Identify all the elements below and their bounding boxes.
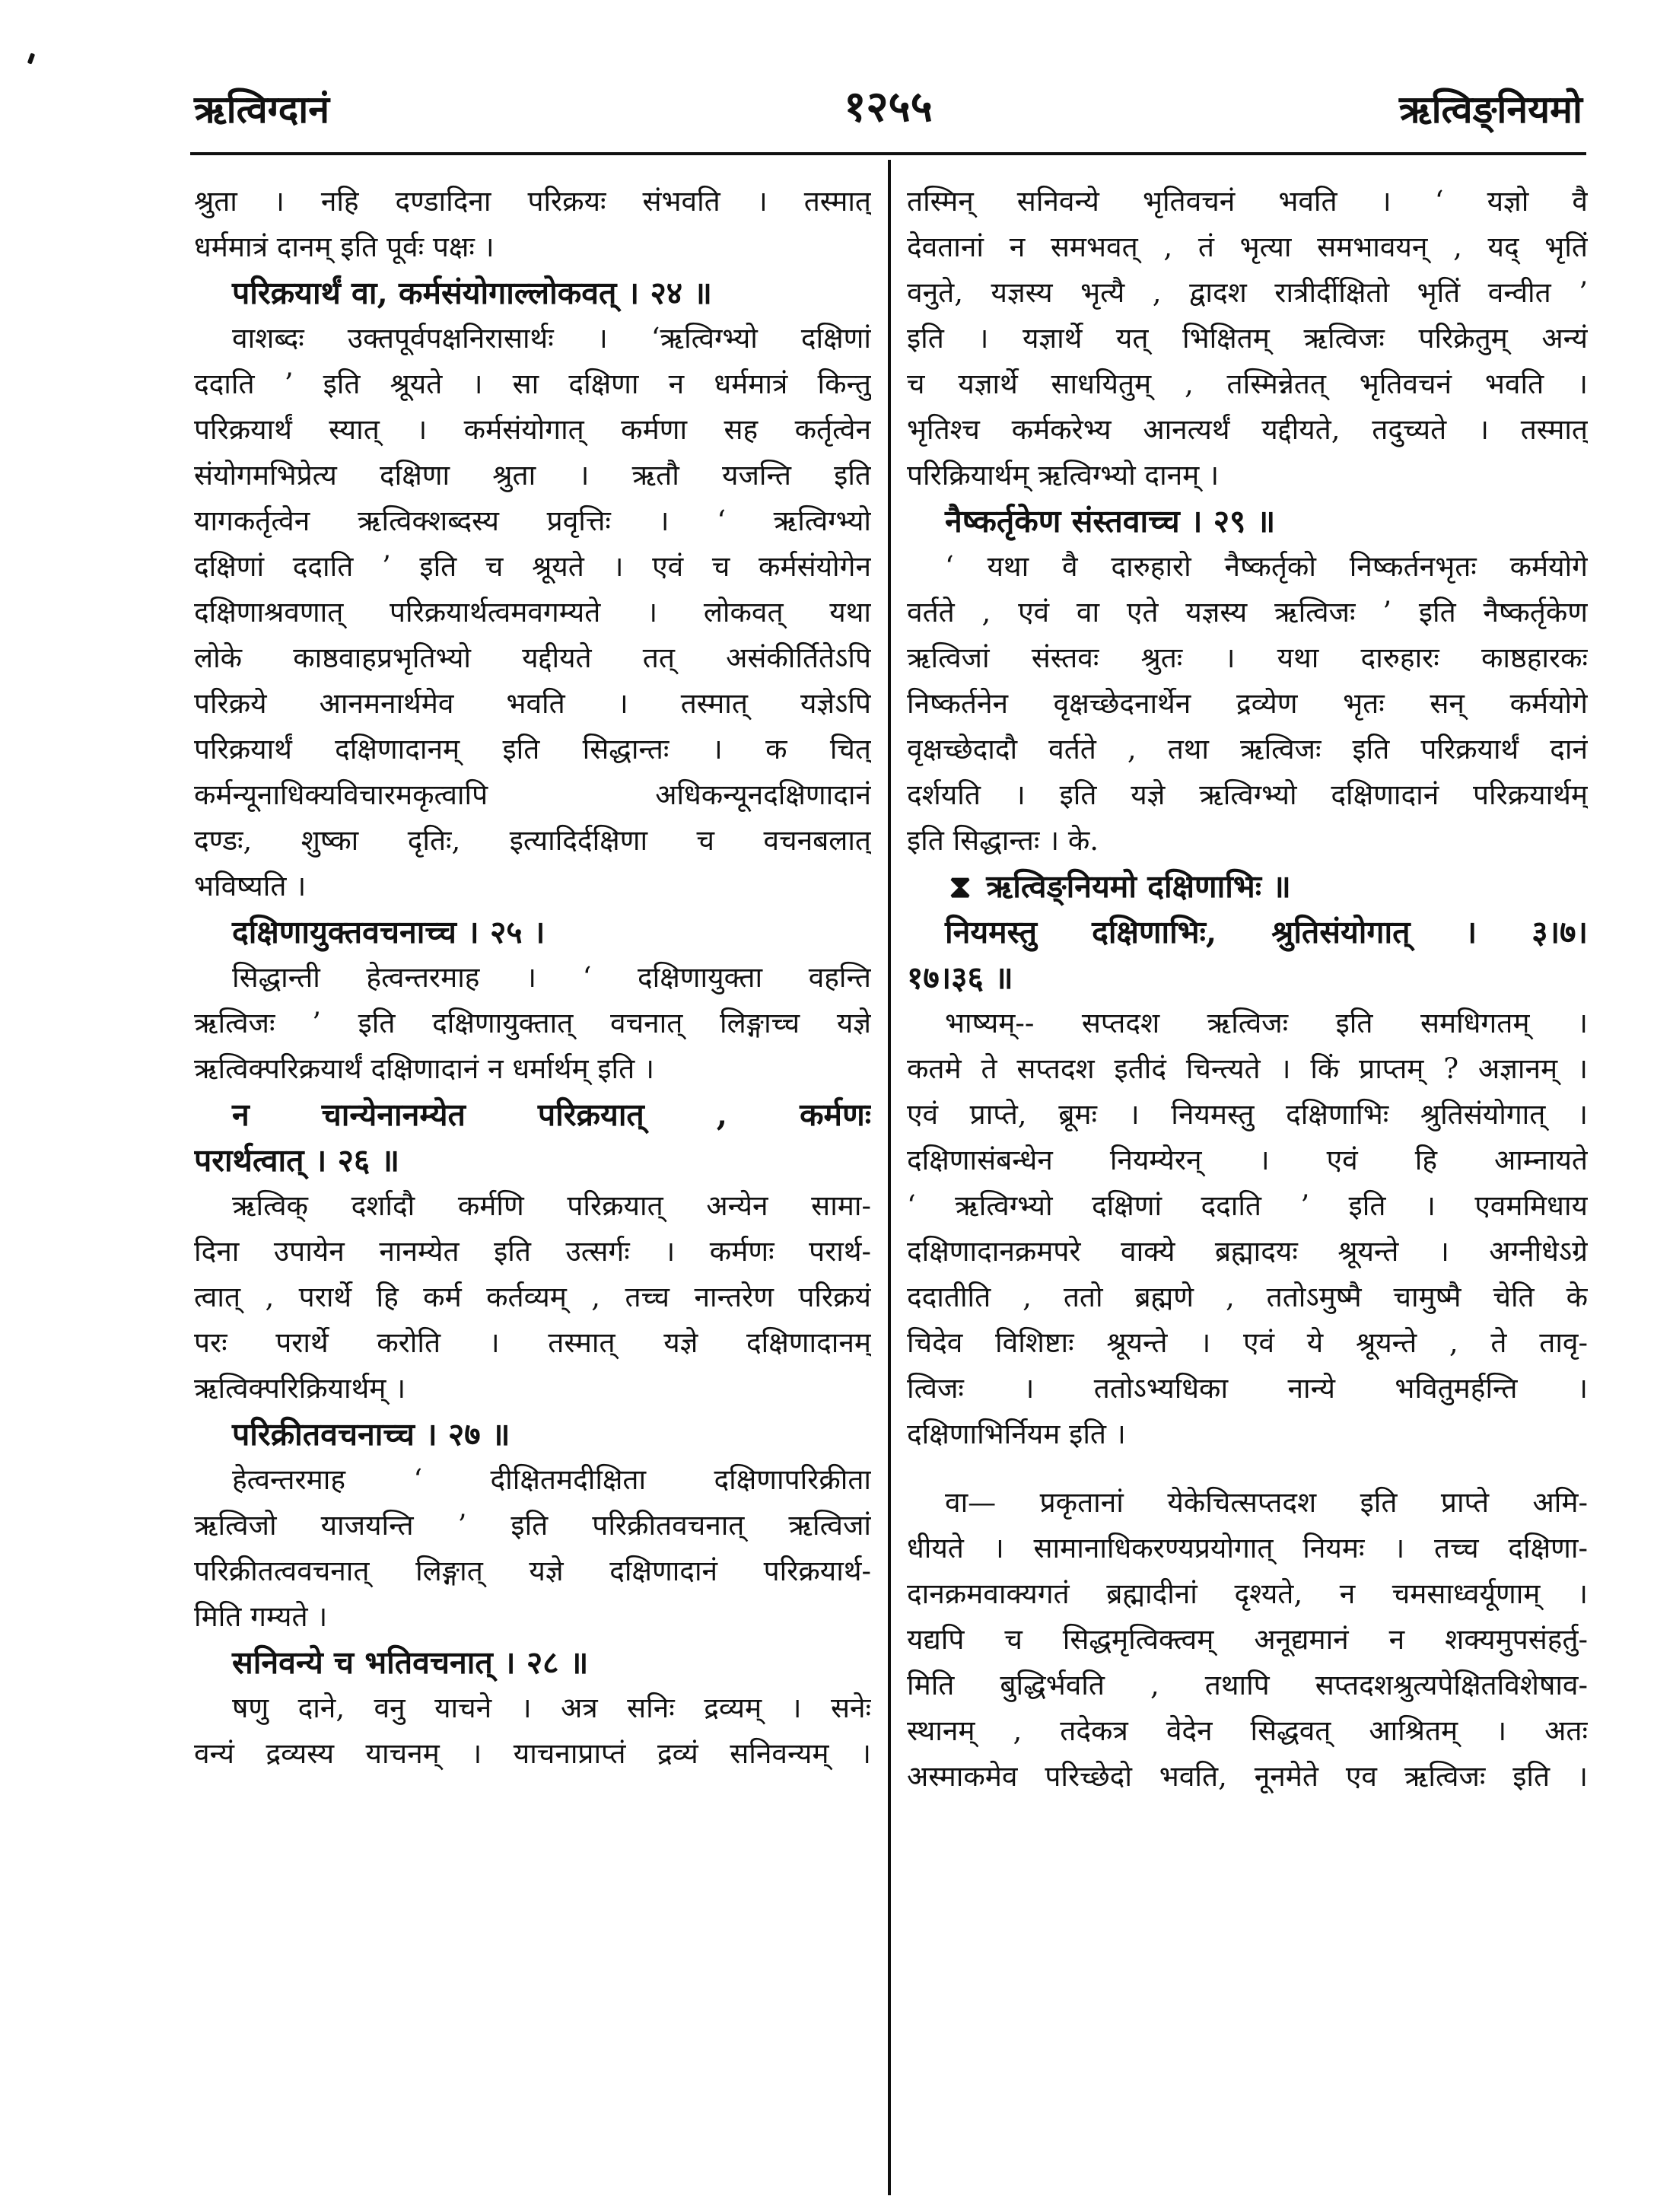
text-line: दिना उपायेन नानम्येत इति उत्सर्गः । कर्मणः परार्थ- [194, 1235, 871, 1268]
text-line: षणु दाने, वनु याचने । अत्र सनिः द्रव्यम् । सनेः [232, 1692, 871, 1724]
text-line: ‘ ऋत्विग्भ्यो दक्षिणां ददाति ’ इति । एवममिधाय [907, 1189, 1588, 1222]
text-line: वर्तते , एवं वा एते यज्ञस्य ऋत्विजः ’ इति नैष्कर्तृकेण [907, 596, 1588, 629]
column-divider [888, 160, 891, 2195]
text-line: ‘ यथा वै दारुहारो नैष्कर्तृको निष्कर्तनभृतः कर्मयोगे [945, 550, 1588, 583]
text-line: चिदेव विशिष्टाः श्रूयन्ते । एवं ये श्रूयन्ते , ते तावृ- [907, 1326, 1588, 1359]
text-line: दक्षिणां ददाति ’ इति च श्रूयते । एवं च कर्मसंयोगेन [194, 550, 871, 583]
text-line: वा— प्रकृतानां येकेचित्सप्तदश इति प्राप्ते अमि- [945, 1486, 1588, 1519]
header-rule [190, 152, 1586, 155]
text-line: सिद्धान्ती हेत्वन्तरमाह । ‘ दक्षिणायुक्ता वहन्ति [232, 961, 871, 994]
text-line: तस्मिन् सनिवन्ये भृतिवचनं भवति । ‘ यज्ञो वै [907, 185, 1588, 218]
text-line: हेत्वन्तरमाह ‘ दीक्षितमदीक्षिता दक्षिणापरिक्रीता [232, 1463, 871, 1496]
text-line: ऋत्विक्परिक्रियार्थम् । [194, 1372, 406, 1405]
right-column [907, 179, 1588, 1800]
text-line: दर्शयति । इति यज्ञे ऋत्विग्भ्यो दक्षिणादानं परिक्रयार्थम् [907, 778, 1588, 811]
text-line: दक्षिणाश्रवणात् परिक्रयार्थत्वमवगम्यते । लोकवत् यथा [194, 596, 871, 629]
text-line: दण्डः, शुष्का दृतिः, इत्यादिर्दक्षिणा च वचनबलात् [194, 824, 871, 857]
text-line: परिक्रयार्थं स्यात् । कर्मसंयोगात् कर्मणा सह कर्तृत्वेन [194, 413, 871, 446]
text-line: दक्षिणाभिर्नियम इति । [907, 1418, 1126, 1450]
text-line: ददातीति , ततो ब्रह्मणे , ततोऽमुष्मै चामुष्मै चेति के [907, 1281, 1588, 1313]
text-line: परः परार्थे करोति । तस्मात् यज्ञे दक्षिणादानम् [194, 1326, 871, 1359]
sutra-heading: परिक्रीतवचनाच्च । २७ ॥ [232, 1416, 510, 1453]
text-line: दक्षिणासंबन्धेन नियम्येरन् । एवं हि आम्नायते [907, 1144, 1588, 1176]
text-line: श्रुता । नहि दण्डादिना परिक्रयः संभवति । तस्मात् [194, 185, 871, 218]
text-line: ऋत्विक्परिक्रयार्थं दक्षिणादानं न धर्मार्थम् इति । [194, 1052, 654, 1085]
text-line: ऋत्विजो याजयन्ति ’ इति परिक्रीतवचनात् ऋत्विजां [194, 1509, 871, 1542]
text-line: भाष्यम्-- सप्तदश ऋत्विजः इति समधिगतम् । [945, 1007, 1588, 1039]
text-line: स्थानम् , तदेकत्र वेदेन सिद्धवत् आश्रितम् । अतः [907, 1714, 1588, 1747]
text-line: अस्माकमेव परिच्छेदो भवति, नूनमेते एव ऋत्विजः इति । [907, 1760, 1588, 1793]
text-line: देवतानां न समभवत् , तं भृत्या समभावयन् , यद् भृतिं [907, 231, 1588, 263]
running-head-right: ऋत्विङ्नियमो [1398, 87, 1582, 132]
sutra-heading: परार्थत्वात् । २६ ॥ [194, 1142, 400, 1179]
text-line: संयोगमभिप्रेत्य दक्षिणा श्रुता । ऋतौ यजन्ति इति [194, 459, 871, 492]
text-line: परिक्रियार्थम् ऋत्विग्भ्यो दानम् । [907, 459, 1220, 492]
section-heading [907, 864, 1588, 909]
section-heading-text: ऋत्विङ्नियमो दक्षिणाभिः ॥ [986, 868, 1291, 905]
text-line: परिक्रये आनमनार्थमेव भवति । तस्मात् यज्ञेऽपि [194, 687, 871, 720]
text-line: वनुते, यज्ञस्य भृत्यै , द्वादश रात्रीर्दीक्षितो भृतिं वन्वीत ’ [907, 276, 1588, 309]
hourglass-icon: ⧗ [949, 868, 972, 905]
sutra-heading: नियमस्तु दक्षिणाभिः, श्रुतिसंयोगात् । ३।७। [945, 914, 1588, 950]
text-line: कर्मन्यूनाधिक्यविचारमकृत्वापि अधिकन्यूनदक्षिणादानं [194, 778, 871, 811]
text-line: मिति बुद्धिर्भवति , तथापि सप्तदशश्रुत्यपेक्षितविशेषाव- [907, 1669, 1588, 1701]
text-line: लोके काष्ठवाहप्रभृतिभ्यो यद्दीयते तत् असंकीर्तितेऽपि [194, 641, 871, 674]
text-line: कतमे ते सप्तदश इतीदं चिन्त्यते । किं प्राप्तम् ? अज्ञानम् । [907, 1052, 1588, 1085]
text-line: वृक्षच्छेदादौ वर्तते , तथा ऋत्विजः इति परिक्रयार्थं दानं [907, 733, 1588, 765]
margin-mark [27, 53, 35, 64]
running-head-left: ऋत्विग्दानं [194, 87, 329, 132]
text-line: निष्कर्तनेन वृक्षच्छेदनार्थेन द्रव्येण भृतः सन् कर्मयोगे [907, 687, 1588, 720]
text-line: परिक्रयार्थं दक्षिणादानम् इति सिद्धान्तः । क चित् [194, 733, 871, 765]
text-line: भविष्यति । [194, 870, 307, 902]
page-number: १२५५ [844, 81, 933, 132]
text-line: एवं प्राप्ते, ब्रूमः । नियमस्तु दक्षिणाभिः श्रुतिसंयोगात् । [907, 1098, 1588, 1131]
text-line: यागकर्तृत्वेन ऋत्विक्शब्दस्य प्रवृत्तिः । ‘ ऋत्विग्भ्यो [194, 504, 871, 537]
text-line: वन्यं द्रव्यस्य याचनम् । याचनाप्राप्तं द्रव्यं सनिवन्यम् । [194, 1737, 871, 1770]
sutra-heading: १७।३६ ॥ [907, 960, 1013, 996]
text-line: मिति गम्यते । [194, 1600, 328, 1633]
text-line: ऋत्विजः ’ इति दक्षिणायुक्तात् वचनात् लिङ्गाच्च यज्ञे [194, 1007, 871, 1039]
text-line: यद्यपि च सिद्धमृत्विक्त्वम् अनूद्यमानं न शक्यमुपसंहर्तु- [907, 1623, 1588, 1656]
text-line: इति सिद्धान्तः । के. [907, 824, 1099, 857]
text-line: दक्षिणादानक्रमपरे वाक्ये ब्रह्मादयः श्रूयन्ते । अग्नीधेऽग्रे [907, 1235, 1588, 1268]
page-header [194, 76, 1582, 137]
text-line: भृतिश्च कर्मकरेभ्य आनत्यर्थं यद्दीयते, तदुच्यते । तस्मात् [907, 413, 1588, 446]
text-line: धर्ममात्रं दानम् इति पूर्वः पक्षः । [194, 231, 495, 263]
sutra-heading: न चान्येनानम्येत परिक्रयात् , कर्मणः [232, 1096, 871, 1133]
text-line: ऋत्विक् दर्शादौ कर्मणि परिक्रयात् अन्येन सामा- [232, 1189, 871, 1222]
text-line: धीयते । सामानाधिकरण्यप्रयोगात् नियमः । तच्च दक्षिणा- [907, 1532, 1588, 1564]
text-line: ऋत्विजां संस्तवः श्रुतः । यथा दारुहारः काष्ठहारकः [907, 641, 1588, 674]
text-line: वाशब्दः उक्तपूर्वपक्षनिरासार्थः । ‘ऋत्विग्भ्यो दक्षिणां [232, 322, 871, 355]
text-line: ददाति ’ इति श्रूयते । सा दक्षिणा न धर्ममात्रं किन्तु [194, 368, 871, 400]
text-line: परिक्रीतत्ववचनात् लिङ्गात् यज्ञे दक्षिणादानं परिक्रयार्थ- [194, 1555, 871, 1587]
left-column [194, 179, 871, 1777]
sutra-heading: परिक्रयार्थं वा, कर्मसंयोगाल्लोकवत् । २४ ॥ [232, 275, 712, 311]
text-line: दानक्रमवाक्यगतं ब्रह्मादीनां दृश्यते, न चमसाध्वर्यूणाम् । [907, 1577, 1588, 1610]
text-line: त्वात् , परार्थे हि कर्म कर्तव्यम् , तच्च नान्तरेण परिक्रयं [194, 1281, 871, 1313]
text-line: त्विजः । ततोऽभ्यधिका नान्ये भवितुमर्हन्ति । [907, 1372, 1588, 1405]
text-line: च यज्ञार्थे साधयितुम् , तस्मिन्नेतत् भृतिवचनं भवति । [907, 368, 1588, 400]
text-line: इति । यज्ञार्थे यत् भिक्षितम् ऋत्विजः परिक्रेतुम् अन्यं [907, 322, 1588, 355]
sutra-heading: सनिवन्ये च भतिवचनात् । २८ ॥ [232, 1644, 589, 1681]
sutra-heading: नैष्कर्तृकेण संस्तवाच्च । २९ ॥ [945, 503, 1276, 539]
sutra-heading: दक्षिणायुक्तवचनाच्च । २५ । [232, 914, 545, 950]
